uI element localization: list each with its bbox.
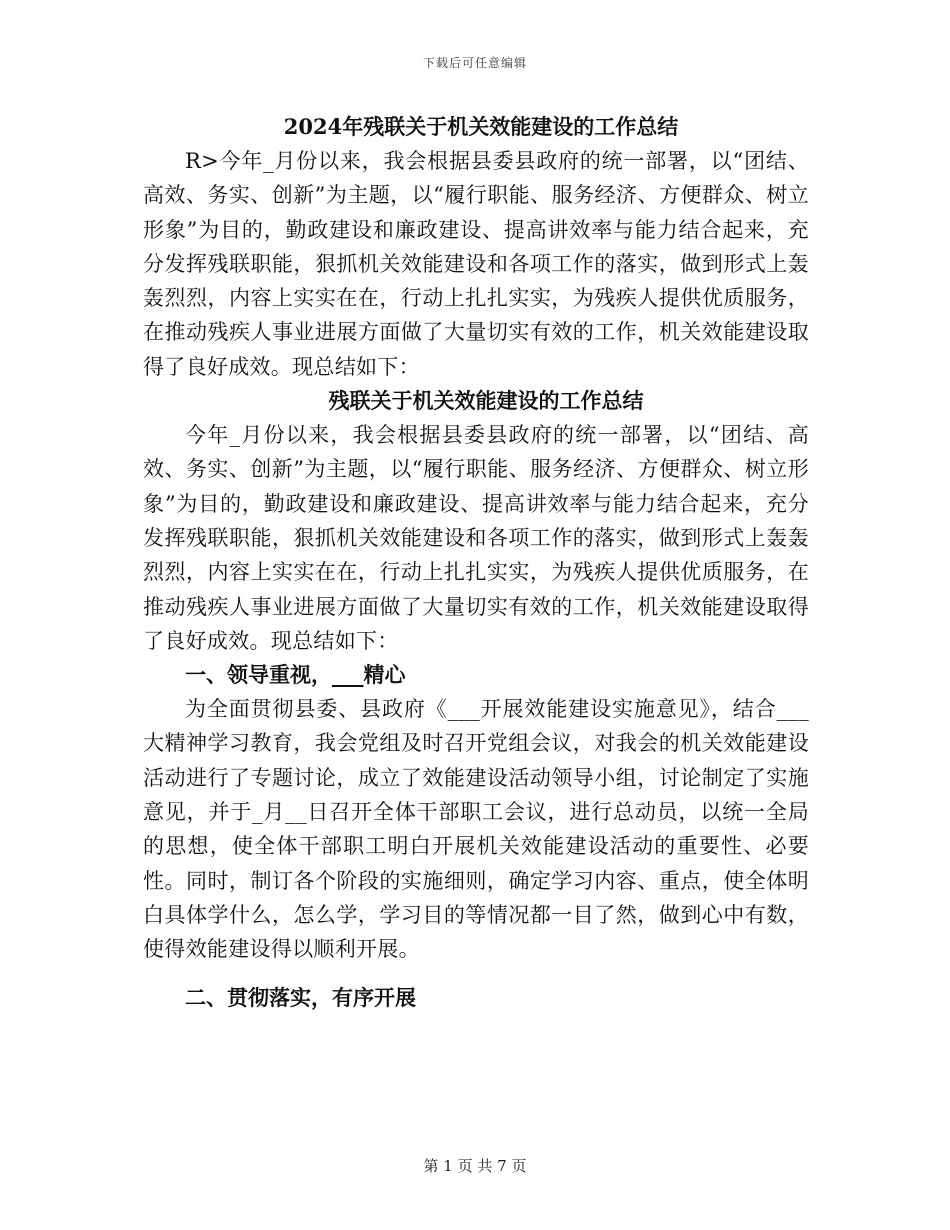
page-footer-number: 第 1 页 共 7 页 xyxy=(423,1157,527,1175)
section-2-heading: 二、贯彻落实，有序开展 xyxy=(185,984,416,1010)
document-subtitle: 残联关于机关效能建设的工作总结 xyxy=(328,388,644,414)
intro-paragraph: R>今年_月份以来，我会根据县委县政府的统一部署，以“团结、高效、务实、创新”为主题，以“履行职能、服务经济、方便群众、树立形象”为目的，勤政建设和廉政建设、提高讲效率与能力结合起来，充分发挥残联职能，狠抓机关效能建设和各项工作的落实，做到形式上轰轰烈烈，内容上实实在在，行动上扎扎实实，为残疾人提供优质服务，在推动残疾人事业进展方面做了大量切实有效的工作，机关效能建设取得了良好成效。现总结如下： xyxy=(143,149,809,379)
body-paragraph-2: 今年_月份以来，我会根据县委县政府的统一部署，以“团结、高效、务实、创新”为主题，以“履行职能、服务经济、方便群众、树立形象”为目的，勤政建设和廉政建设、提高讲效率与能力结合起来，充分发挥残联职能，狠抓机关效能建设和各项工作的落实，做到形式上轰轰烈烈，内容上实实在在，行动上扎扎实实，为残疾人提供优质服务，在推动残疾人事业进展方面做了大量切实有效的工作，机关效能建设取得了良好成效。现总结如下： xyxy=(143,423,809,653)
section-1-paragraph: 为全面贯彻县委、县政府《___开展效能建设实施意见》，结合___大精神学习教育，我会党组及时召开党组会议，对我会的机关效能建设活动进行了专题讨论，成立了效能建设活动领导小组，讨论制定了实施意见，并于_月__日召开全体干部职工会议，进行总动员，以统一全局的思想，使全体干部职工明白开展机关效能建设活动的重要性、必要性。同时，制订各个阶段的实施细则，确定学习内容、重点，使全体明白具体学什么，怎么学，学习目的等情况都一目了然，做到心中有数，使得效能建设得以顺利开展。 xyxy=(143,697,809,962)
document-title: 2024年残联关于机关效能建设的工作总结 xyxy=(283,114,679,139)
section-1-heading: 一、领导重视，___精心 xyxy=(185,662,406,688)
document-body xyxy=(143,110,809,1015)
page-header-note: 下载后可任意编辑 xyxy=(422,56,527,70)
